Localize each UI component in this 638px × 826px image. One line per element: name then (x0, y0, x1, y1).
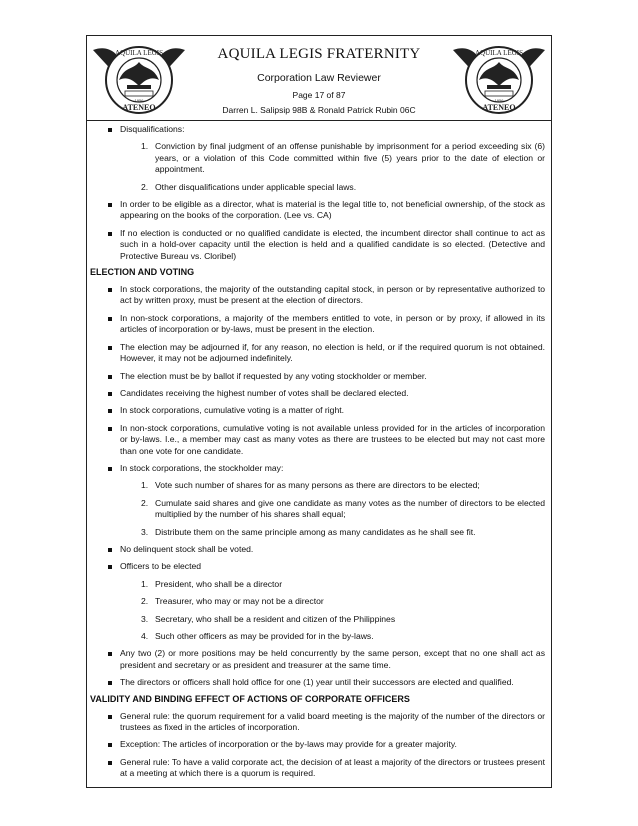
svg-text:AQUILA LEGIS: AQUILA LEGIS (114, 49, 164, 57)
bullet-icon (108, 128, 112, 132)
list-item: The election may be adjourned if, for any reason, no election is held, or if the required quorum is not obtained. However, it may not be adjourned indefinitely. (87, 342, 551, 365)
document-subtitle: Corporation Law Reviewer (257, 72, 381, 84)
numbered-item: 1. President, who shall be a director (141, 578, 283, 589)
list-item: In order to be eligible as a director, what is material is the legal title to, not beneficial ownership, of the stock as appearing on the books of the corporation. (Lee vs. CA) (87, 199, 551, 222)
list-item: Disqualifications: (87, 124, 551, 135)
list-item: In stock corporations, cumulative voting is a matter of right. (87, 405, 551, 416)
fraternity-eagle-seal-logo (449, 40, 549, 116)
list-item: In stock corporations, the stockholder may: (87, 463, 551, 474)
svg-text:AQUILA LEGIS: AQUILA LEGIS (474, 49, 524, 57)
list-item: No delinquent stock shall be voted. (87, 544, 551, 555)
bullet-icon (108, 652, 112, 656)
list-item: General rule: To have a valid corporate act, the decision of at least a majority of the directors or trustees present at a meeting at which there is a quorum is required. (87, 757, 551, 780)
numbered-item: 2. Cumulate said shares and give one candidate as many votes as the number of directors to be elected multiplied by the number of his shares shall equal; (141, 497, 545, 520)
bullet-icon (108, 203, 112, 207)
bullet-icon (108, 681, 112, 685)
svg-text:1956: 1956 (134, 98, 144, 103)
page-header (87, 36, 551, 121)
fraternity-title: AQUILA LEGIS FRATERNITY (217, 46, 421, 62)
bullet-icon (108, 565, 112, 569)
document-page (86, 35, 552, 788)
list-item: General rule: the quorum requirement for a valid board meeting is the majority of the number of the directors or trustees as fixed in the articles of incorporation. (87, 711, 551, 734)
list-item: The directors or officers shall hold office for one (1) year until their successors are elected and qualified. (87, 677, 551, 688)
list-item: In non-stock corporations, cumulative voting is not available unless provided for in the articles of incorporation or by-laws. I.e., a member may cast as many votes as there are trustees to be elected but may not cast more than one vote for one candidate. (87, 423, 551, 457)
list-item: Officers to be elected (87, 561, 551, 572)
bullet-icon (108, 346, 112, 350)
numbered-item: 1. Conviction by final judgment of an offense punishable by imprisonment for a period exceeding six (6) years, or a violation of this Code committed within five (5) years prior to the date of election or appointment. (141, 141, 545, 175)
authors-line: Darren L. Salipsip 98B & Ronald Patrick Rubin 06C (222, 105, 416, 115)
svg-text:ATENEO: ATENEO (122, 103, 156, 112)
numbered-item: 4. Such other officers as may be provided for in the by-laws. (141, 631, 374, 641)
bullet-icon (108, 409, 112, 413)
bullet-icon (108, 467, 112, 471)
list-item: If no election is conducted or no qualified candidate is elected, the incumbent director shall continue to act as such in a hold-over capacity until the election is held and a qualified candidate is so elected. (Detective and Protective Bureau vs. Cloribel) (87, 228, 551, 262)
bullet-icon (108, 288, 112, 292)
numbered-item: 2. Other disqualifications under applicable special laws. (141, 181, 357, 192)
bullet-icon (108, 548, 112, 552)
numbered-item: 1. Vote such number of shares for as many persons as there are directors to be elected; (141, 480, 480, 491)
page-number: Page 17 of 87 (292, 90, 346, 100)
section-heading: ELECTION AND VOTING (90, 267, 195, 278)
list-item: In stock corporations, the majority of the outstanding capital stock, in person or by representative authorized to act by written proxy, must be present at the election of directors. (87, 284, 551, 307)
section-heading: VALIDITY AND BINDING EFFECT OF ACTIONS OF CORPORATE OFFICERS (90, 693, 410, 704)
page-content (87, 122, 551, 780)
svg-text:ATENEO: ATENEO (482, 103, 516, 112)
bullet-icon (108, 715, 112, 719)
bullet-icon (108, 743, 112, 747)
numbered-item: 3. Secretary, who shall be a resident and citizen of the Philippines (141, 613, 396, 624)
bullet-icon (108, 375, 112, 379)
numbered-item: 2. Treasurer, who may or may not be a director (141, 596, 324, 607)
bullet-icon (108, 392, 112, 396)
numbered-item: 3. Distribute them on the same principle among as many candidates as he shall see fit. (141, 526, 476, 537)
bullet-icon (108, 427, 112, 431)
svg-text:1956: 1956 (494, 98, 504, 103)
bullet-icon (108, 761, 112, 765)
list-item: Candidates receiving the highest number of votes shall be declared elected. (87, 388, 551, 399)
bullet-icon (108, 232, 112, 236)
bullet-icon (108, 317, 112, 321)
list-item: Exception: The articles of incorporation or the by-laws may provide for a greater majority. (87, 739, 551, 750)
list-item: In non-stock corporations, a majority of the members entitled to vote, in person or by proxy, if allowed in its articles of incorporation or by-laws, must be present in the election. (87, 313, 551, 336)
list-item: The election must be by ballot if requested by any voting stockholder or member. (87, 371, 551, 382)
list-item: Any two (2) or more positions may be held concurrently by the same person, except that no one shall act as president and secretary or as president and treasurer at the same time. (87, 648, 551, 671)
